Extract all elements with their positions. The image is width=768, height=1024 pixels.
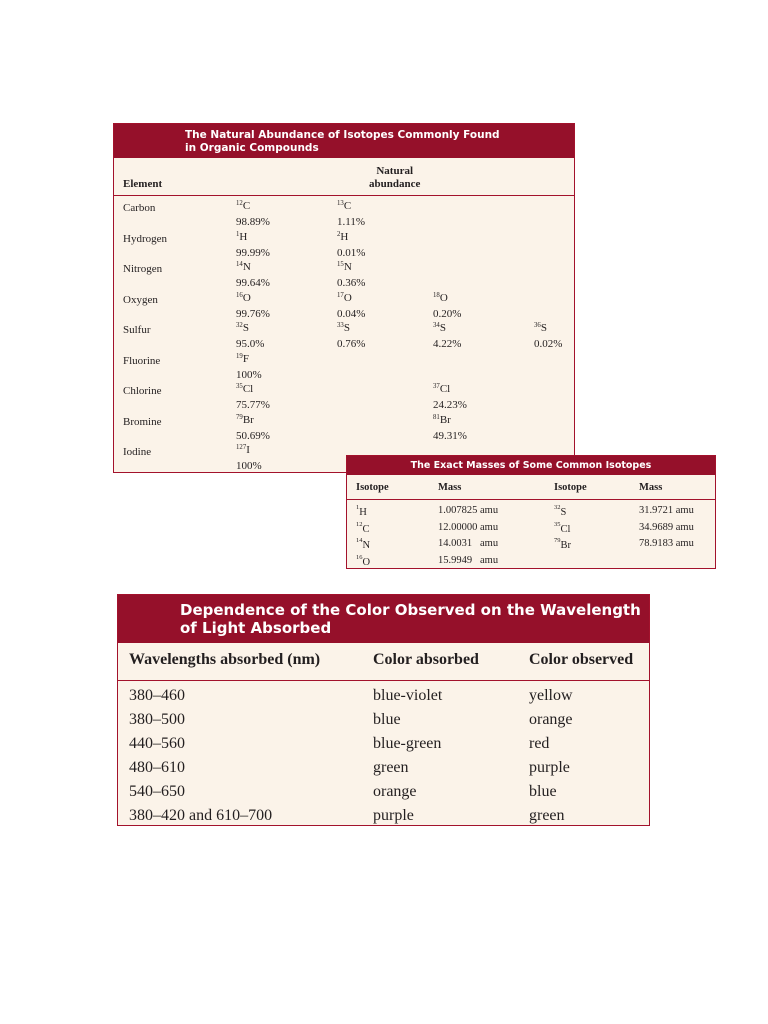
isotope-mass-number: 12	[356, 520, 363, 528]
isotope-cell	[236, 291, 270, 321]
color-absorbed-column-header: Color absorbed	[373, 651, 479, 668]
isotope-cell	[236, 321, 264, 351]
isotope-mass-number: 14	[356, 537, 363, 545]
isotope-symbol: Cl	[560, 523, 571, 535]
mass-column-header-2: Mass	[639, 482, 663, 493]
isotope-label	[433, 322, 446, 334]
color-row	[118, 685, 649, 709]
abundance-column-header	[369, 165, 420, 190]
isotope-mass-value: 12.00000 amu	[438, 521, 499, 533]
abundance-row	[114, 410, 574, 441]
isotope-label	[236, 353, 249, 365]
color-absorbed: blue-green	[373, 735, 442, 752]
wavelength-range: 380–420 and 610–700	[129, 807, 273, 824]
color-row	[118, 781, 649, 805]
isotope-mass-number: 34	[433, 322, 440, 330]
color-observed: green	[529, 807, 565, 824]
isotope-symbol: Br	[439, 413, 451, 426]
isotope-mass-number: 14	[236, 261, 243, 269]
mass-row	[347, 520, 715, 537]
isotope-label	[236, 414, 254, 426]
isotope-symbol: Br	[560, 540, 571, 551]
isotope-mass-number: 17	[337, 291, 344, 299]
isotope-label	[337, 261, 352, 273]
isotope-column-header: Isotope	[356, 482, 389, 493]
isotope-abundance: 99.64%	[236, 277, 270, 289]
isotope-label	[236, 261, 251, 273]
isotope-label	[236, 383, 253, 395]
color-absorbed: blue-violet	[373, 687, 443, 704]
isotope-mass-number: 35	[554, 520, 561, 528]
isotope-symbol: O	[242, 291, 251, 304]
isotope-mass-number: 81	[433, 413, 440, 421]
isotope-mass-number: 32	[554, 504, 561, 512]
isotope-label	[236, 292, 251, 304]
abundance-row	[114, 379, 574, 410]
isotope-symbol: S	[540, 322, 547, 334]
isotope-abundance: 95.0%	[236, 338, 265, 350]
element-name: Iodine	[123, 446, 152, 458]
isotope-mass-value: 1.007825 amu	[438, 505, 499, 516]
element-name: Oxygen	[123, 293, 158, 306]
isotope-label	[337, 200, 351, 212]
isotope-mass-number: 16	[356, 553, 363, 561]
isotope-label	[236, 231, 247, 243]
color-observed-column-header: Color observed	[529, 651, 634, 668]
isotope-label	[337, 292, 352, 304]
element-name: Carbon	[123, 202, 156, 214]
abundance-row	[114, 318, 574, 349]
isotope-label	[554, 537, 571, 551]
wavelength-range: 540–650	[129, 783, 185, 800]
isotope-abundance: 0.36%	[337, 277, 366, 289]
isotope-abundance: 75.77%	[236, 399, 270, 411]
abundance-title-line2: in Organic Compounds	[185, 141, 319, 154]
isotope-symbol: O	[343, 291, 352, 304]
isotope-abundance: 0.04%	[337, 307, 366, 320]
isotope-abundance: 98.89%	[236, 216, 270, 228]
isotope-mass-number: 19	[236, 352, 243, 360]
wavelength-column-header: Wavelengths absorbed (nm)	[129, 651, 321, 668]
isotope-label	[554, 504, 567, 518]
isotope-cell	[337, 260, 365, 290]
wavelength-range: 480–610	[129, 759, 185, 776]
isotope-label	[433, 414, 451, 426]
isotope-abundance: 1.11%	[337, 216, 366, 228]
element-column-header: Element	[123, 178, 163, 190]
abundance-row	[114, 349, 574, 380]
color-table-body	[118, 681, 649, 829]
wavelength-range: 440–560	[129, 735, 185, 752]
isotope-cell	[337, 230, 365, 260]
isotope-label	[337, 322, 350, 334]
isotope-cell	[236, 230, 270, 260]
isotope-mass-number: 12	[236, 200, 243, 208]
isotope-abundance: 0.01%	[337, 246, 366, 259]
isotope-symbol: S	[343, 322, 350, 334]
exact-mass-table	[346, 455, 716, 569]
mass-row	[347, 536, 715, 553]
isotope-symbol: C	[343, 200, 352, 212]
isotope-mass-value: 15.9949 amu	[438, 554, 499, 566]
isotope-label	[356, 504, 367, 518]
isotope-mass-number: 35	[236, 383, 243, 391]
color-observed: yellow	[529, 687, 573, 704]
isotope-mass-value: 78.9183 amu	[639, 538, 694, 549]
abundance-row	[114, 196, 574, 227]
isotope-abundance: 99.76%	[236, 307, 270, 320]
isotope-mass-number: 127	[236, 444, 247, 452]
isotope-mass-number: 33	[337, 322, 344, 330]
isotope-symbol: I	[246, 444, 250, 456]
isotope-mass-value: 34.9689 amu	[639, 521, 694, 533]
isotope-mass-number: 16	[236, 291, 243, 299]
abundance-header-line2: abundance	[369, 177, 421, 190]
isotope-mass-value: 31.9721 amu	[639, 505, 694, 516]
color-table-title	[118, 595, 649, 643]
isotope-abundance: 0.76%	[337, 338, 366, 350]
color-absorbed: green	[373, 759, 409, 776]
isotope-cell	[337, 321, 365, 351]
isotope-cell	[433, 291, 461, 321]
isotope-label	[236, 444, 250, 456]
color-row	[118, 757, 649, 781]
element-name: Fluorine	[123, 354, 161, 367]
mass-table-header	[347, 475, 715, 500]
abundance-row	[114, 288, 574, 319]
isotope-cell	[337, 199, 365, 229]
isotope-mass-number: 36	[534, 322, 541, 330]
isotope-mass-number: 1	[236, 230, 240, 238]
isotope-abundance: 0.20%	[433, 307, 462, 320]
mass-row	[347, 553, 715, 570]
element-name: Bromine	[123, 415, 162, 428]
isotope-mass-number: 32	[236, 322, 243, 330]
color-wavelength-table	[117, 594, 650, 826]
color-observed: purple	[529, 759, 570, 776]
isotope-label	[433, 292, 448, 304]
isotope-mass-number: 37	[433, 383, 440, 391]
color-title-line1: Dependence of the Color Observed on the Wavelength	[180, 601, 641, 619]
isotope-mass-value: 14.0031 amu	[438, 538, 499, 549]
isotope-label	[236, 322, 249, 334]
isotope-abundance-table	[113, 123, 575, 473]
abundance-row	[114, 257, 574, 288]
abundance-table-body	[114, 196, 574, 471]
wavelength-range: 380–500	[129, 711, 185, 728]
color-observed: blue	[529, 783, 557, 800]
color-title-line2: of Light Absorbed	[180, 619, 332, 637]
isotope-mass-number: 15	[337, 261, 344, 269]
color-row	[118, 805, 649, 829]
color-absorbed: orange	[373, 783, 417, 800]
isotope-cell	[433, 382, 467, 412]
color-observed: red	[529, 735, 550, 752]
wavelength-range: 380–460	[129, 687, 185, 704]
isotope-mass-number: 1	[356, 504, 360, 512]
mass-table-body	[347, 500, 715, 569]
isotope-label	[534, 322, 547, 334]
color-absorbed: purple	[373, 807, 414, 824]
isotope-symbol: Cl	[439, 383, 451, 395]
mass-table-title: The Exact Masses of Some Common Isotopes	[347, 456, 715, 475]
isotope-symbol: Cl	[242, 383, 254, 395]
abundance-table-title	[114, 124, 574, 158]
isotope-cell	[236, 199, 270, 229]
isotope-abundance: 100%	[236, 368, 262, 381]
mass-column-header: Mass	[438, 482, 462, 493]
isotope-symbol: S	[560, 507, 567, 518]
isotope-abundance: 0.02%	[534, 338, 563, 350]
isotope-abundance: 4.22%	[433, 338, 462, 350]
isotope-mass-number: 79	[554, 537, 561, 545]
isotope-mass-number: 2	[337, 230, 341, 238]
isotope-symbol: H	[340, 230, 349, 243]
isotope-mass-number: 13	[337, 200, 344, 208]
isotope-mass-number: 79	[236, 413, 243, 421]
color-absorbed: blue	[373, 711, 401, 728]
isotope-label	[236, 200, 250, 212]
element-name: Nitrogen	[123, 263, 163, 275]
isotope-symbol: N	[362, 540, 371, 551]
isotope-label	[337, 231, 348, 243]
isotope-cell	[236, 260, 270, 290]
isotope-abundance: 100%	[236, 460, 262, 472]
isotope-abundance: 24.23%	[433, 399, 467, 411]
isotope-mass-number: 18	[433, 291, 440, 299]
isotope-symbol: H	[239, 230, 248, 243]
isotope-abundance: 50.69%	[236, 429, 270, 442]
abundance-header-line1: Natural	[376, 165, 414, 177]
isotope-symbol: C	[242, 200, 251, 212]
isotope-cell	[433, 413, 467, 443]
isotope-cell	[433, 321, 461, 351]
isotope-label	[356, 537, 371, 551]
isotope-symbol: F	[242, 352, 249, 365]
isotope-cell	[236, 382, 270, 412]
color-table-header	[118, 643, 649, 681]
isotope-abundance: 49.31%	[433, 429, 467, 442]
element-name: Sulfur	[123, 324, 151, 336]
isotope-symbol: S	[439, 322, 446, 334]
isotope-symbol: N	[343, 261, 352, 273]
isotope-label	[356, 520, 370, 535]
mass-row	[347, 503, 715, 520]
abundance-title-line1: The Natural Abundance of Isotopes Commonly Found	[185, 129, 500, 141]
isotope-column-header-2: Isotope	[554, 482, 587, 493]
isotope-symbol: C	[362, 523, 370, 535]
isotope-cell	[236, 413, 270, 443]
isotope-label	[433, 383, 450, 395]
isotope-symbol: O	[362, 556, 371, 568]
isotope-symbol: S	[242, 322, 249, 334]
isotope-cell	[534, 321, 562, 351]
abundance-row	[114, 227, 574, 258]
isotope-symbol: H	[359, 507, 367, 518]
element-name: Hydrogen	[123, 232, 167, 245]
element-name: Chlorine	[123, 385, 162, 397]
isotope-abundance: 99.99%	[236, 246, 270, 259]
color-row	[118, 709, 649, 733]
isotope-cell	[236, 443, 262, 473]
isotope-symbol: Br	[242, 413, 254, 426]
isotope-symbol: N	[242, 261, 251, 273]
abundance-table-header	[114, 158, 574, 196]
isotope-cell	[236, 352, 262, 382]
isotope-label	[554, 520, 571, 535]
isotope-cell	[337, 291, 365, 321]
color-observed: orange	[529, 711, 573, 728]
isotope-label	[356, 553, 371, 568]
color-row	[118, 733, 649, 757]
isotope-symbol: O	[439, 291, 448, 304]
